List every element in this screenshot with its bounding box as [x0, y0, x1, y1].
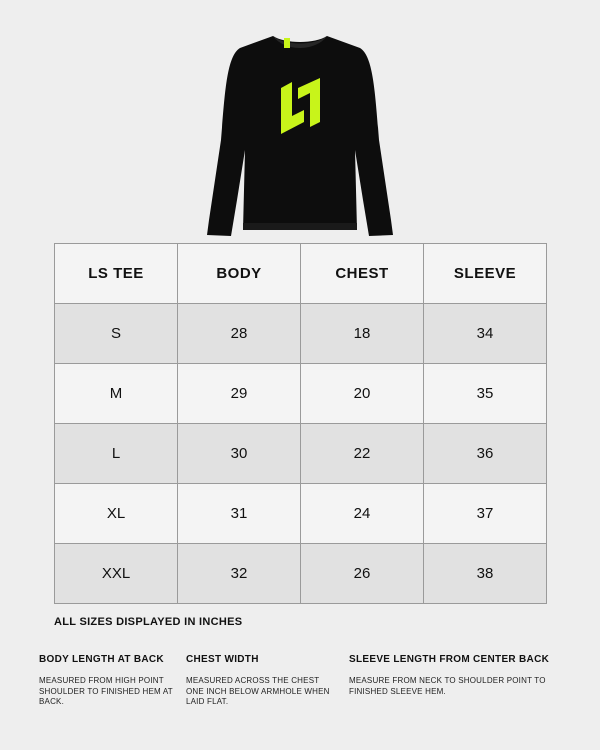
body-cell: 32	[178, 544, 301, 604]
size-cell: XL	[55, 484, 178, 544]
header-cell: CHEST	[301, 244, 424, 304]
sleeve-cell: 35	[424, 364, 547, 424]
chest-cell: 26	[301, 544, 424, 604]
chest-cell: 18	[301, 304, 424, 364]
size-cell: S	[55, 304, 178, 364]
table-row	[55, 484, 547, 544]
header-cell: LS TEE	[55, 244, 178, 304]
body-cell: 30	[178, 424, 301, 484]
table-row	[55, 424, 547, 484]
definition-title: CHEST WIDTH	[186, 654, 259, 665]
definition-body-length	[39, 654, 174, 708]
definition-title: SLEEVE LENGTH FROM CENTER BACK	[349, 654, 550, 665]
size-cell: L	[55, 424, 178, 484]
definition-title: BODY LENGTH AT BACK	[39, 654, 164, 665]
header-cell: BODY	[178, 244, 301, 304]
definition-text: MEASURE FROM NECK TO SHOULDER POINT TO FINISHED SLEEVE HEM.	[349, 676, 546, 696]
definition-text: MEASURED ACROSS THE CHEST ONE INCH BELOW ARMHOLE WHEN LAID FLAT.	[186, 676, 330, 706]
body-cell: 28	[178, 304, 301, 364]
table-row	[55, 544, 547, 604]
size-cell: XXL	[55, 544, 178, 604]
definition-chest-width	[186, 654, 336, 708]
chest-cell: 24	[301, 484, 424, 544]
units-note: ALL SIZES DISPLAYED IN INCHES	[54, 616, 243, 628]
header-cell: SLEEVE	[424, 244, 547, 304]
chest-cell: 22	[301, 424, 424, 484]
product-image	[195, 30, 405, 240]
size-cell: M	[55, 364, 178, 424]
chest-cell: 20	[301, 364, 424, 424]
sleeve-cell: 38	[424, 544, 547, 604]
body-cell: 31	[178, 484, 301, 544]
table-row	[55, 304, 547, 364]
table-row	[55, 364, 547, 424]
definition-sleeve-length	[349, 654, 564, 697]
size-chart-table	[54, 243, 547, 604]
body-cell: 29	[178, 364, 301, 424]
table-header-row	[55, 244, 547, 304]
sleeve-cell: 34	[424, 304, 547, 364]
sleeve-cell: 36	[424, 424, 547, 484]
definition-text: MEASURED FROM HIGH POINT SHOULDER TO FINISHED HEM AT BACK.	[39, 676, 173, 706]
sleeve-cell: 37	[424, 484, 547, 544]
long-sleeve-tee-illustration	[195, 30, 405, 240]
